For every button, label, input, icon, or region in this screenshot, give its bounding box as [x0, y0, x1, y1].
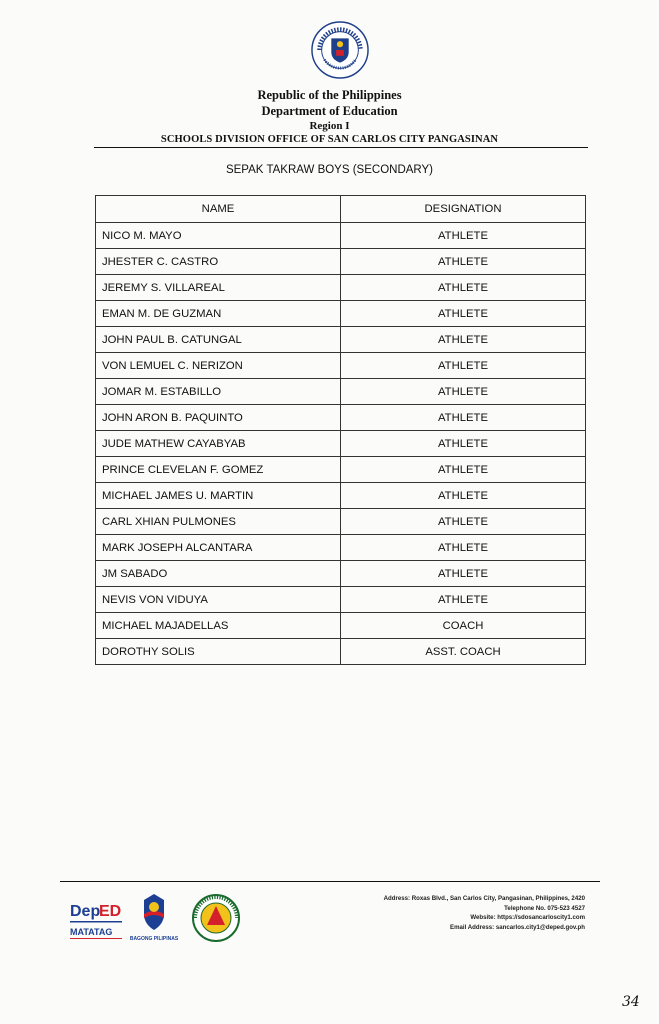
name-cell: MICHAEL MAJADELLAS [96, 613, 341, 639]
footer-website: Website: https://sdosancarloscity1.com [470, 914, 585, 922]
designation-cell: ATHLETE [341, 509, 586, 535]
table-row [96, 587, 586, 613]
designation-cell: COACH [341, 613, 586, 639]
name-cell: JEREMY S. VILLAREAL [96, 275, 341, 301]
svg-text:ED: ED [99, 903, 122, 920]
table-row [96, 353, 586, 379]
header-country: Republic of the Philippines [257, 88, 402, 102]
table-row [96, 379, 586, 405]
column-header-designation: DESIGNATION [341, 196, 586, 223]
deped-seal-logo [311, 21, 369, 79]
name-cell: MARK JOSEPH ALCANTARA [96, 535, 341, 561]
footer-telephone: Telephone No. 075-523 4527 [504, 904, 585, 912]
name-cell: JOMAR M. ESTABILLO [96, 379, 341, 405]
page-number: 34 [622, 994, 640, 1010]
table-row [96, 301, 586, 327]
footer-divider [60, 881, 600, 882]
table-row [96, 613, 586, 639]
designation-cell: ATHLETE [341, 405, 586, 431]
designation-cell: ATHLETE [341, 249, 586, 275]
name-cell: JOHN PAUL B. CATUNGAL [96, 327, 341, 353]
name-cell: CARL XHIAN PULMONES [96, 509, 341, 535]
svg-text:BAGONG PILIPINAS: BAGONG PILIPINAS [129, 936, 179, 942]
table-header-row [96, 196, 586, 223]
header-office: SCHOOLS DIVISION OFFICE OF SAN CARLOS CITY PANGASINAN [160, 134, 499, 145]
designation-cell: ATHLETE [341, 301, 586, 327]
footer-email: Email Address: sancarlos.city1@deped.gov.ph [450, 924, 585, 932]
header-divider [94, 147, 588, 148]
svg-text:Dep: Dep [70, 903, 101, 920]
table-row [96, 327, 586, 353]
designation-cell: ATHLETE [341, 223, 586, 249]
table-row [96, 405, 586, 431]
name-cell: EMAN M. DE GUZMAN [96, 301, 341, 327]
table-row [96, 561, 586, 587]
designation-cell: ATHLETE [341, 431, 586, 457]
svg-text:MATATAG: MATATAG [70, 927, 113, 937]
footer-contact [384, 894, 585, 933]
table-row [96, 535, 586, 561]
table-row [96, 275, 586, 301]
table-row [96, 457, 586, 483]
name-cell: NICO M. MAYO [96, 223, 341, 249]
name-cell: PRINCE CLEVELAN F. GOMEZ [96, 457, 341, 483]
header-department: Department of Education [261, 104, 398, 118]
designation-cell: ATHLETE [341, 275, 586, 301]
name-cell: JUDE MATHEW CAYABYAB [96, 431, 341, 457]
roster-table [95, 195, 586, 665]
deped-matatag-logo [70, 903, 122, 939]
designation-cell: ATHLETE [341, 353, 586, 379]
table-row [96, 483, 586, 509]
header-region: Region I [309, 120, 350, 132]
table-row [96, 431, 586, 457]
name-cell: DOROTHY SOLIS [96, 639, 341, 665]
designation-cell: ATHLETE [341, 561, 586, 587]
name-cell: NEVIS VON VIDUYA [96, 587, 341, 613]
designation-cell: ATHLETE [341, 379, 586, 405]
designation-cell: ATHLETE [341, 457, 586, 483]
division-seal-logo [193, 895, 239, 941]
bagong-pilipinas-logo [130, 894, 179, 942]
designation-cell: ASST. COACH [341, 639, 586, 665]
table-row [96, 639, 586, 665]
name-cell: VON LEMUEL C. NERIZON [96, 353, 341, 379]
footer-address: Address: Roxas Blvd., San Carlos City, Pangasinan, Philippines, 2420 [383, 895, 585, 902]
designation-cell: ATHLETE [341, 483, 586, 509]
name-cell: JOHN ARON B. PAQUINTO [96, 405, 341, 431]
table-row [96, 249, 586, 275]
name-cell: JHESTER C. CASTRO [96, 249, 341, 275]
name-cell: JM SABADO [96, 561, 341, 587]
table-row [96, 509, 586, 535]
column-header-name: NAME [96, 196, 341, 223]
document-title: SEPAK TAKRAW BOYS (SECONDARY) [225, 164, 434, 176]
designation-cell: ATHLETE [341, 587, 586, 613]
table-row [96, 223, 586, 249]
footer-logos [68, 892, 243, 950]
designation-cell: ATHLETE [341, 327, 586, 353]
name-cell: MICHAEL JAMES U. MARTIN [96, 483, 341, 509]
designation-cell: ATHLETE [341, 535, 586, 561]
